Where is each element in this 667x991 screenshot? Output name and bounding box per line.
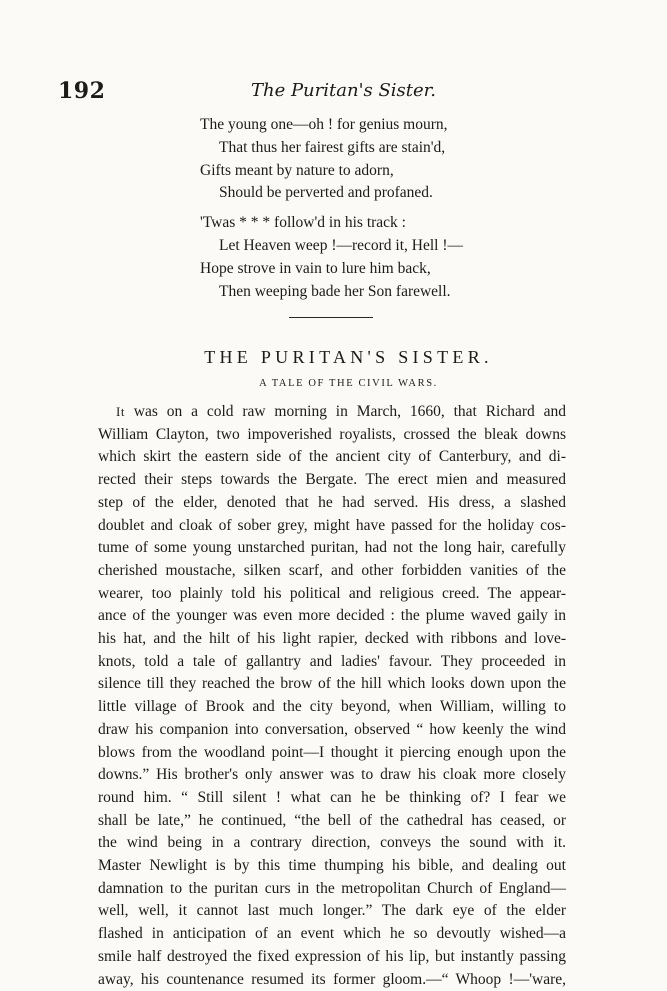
prose-line: blows from the woodland point—I thought it piercing enough upon the bbox=[98, 743, 566, 761]
verse-line: Then weeping bade her Son farewell. bbox=[219, 282, 451, 300]
page-header bbox=[58, 78, 609, 106]
prose-line: silence till they reached the brow of the hill which looks down upon the bbox=[98, 675, 566, 693]
prose-line: the wind being in a contrary direction, conveys the sound with it. bbox=[98, 834, 566, 852]
prose-line: away, his countenance resumed its former gloom.—“ Whoop !—'ware, bbox=[98, 970, 566, 988]
prose-line: doublet and cloak of sober grey, might have passed for the holiday cos- bbox=[98, 516, 566, 534]
section-divider bbox=[289, 317, 373, 318]
prose-line: tume of some young unstarched puritan, had not the long hair, carefully bbox=[98, 539, 566, 557]
body-text bbox=[98, 401, 566, 991]
prose-line: flashed in anticipation of an event which he so devoutly wished—a bbox=[98, 925, 566, 943]
poem bbox=[200, 114, 530, 303]
poem-stanza bbox=[200, 212, 530, 303]
verse-line: The young one—oh ! for genius mourn, bbox=[200, 116, 448, 133]
prose-line: draw his companion into conversation, observed “ how keenly the wind bbox=[98, 720, 566, 738]
prose-line: downs.” His brother's only answer was to draw his cloak more closely bbox=[98, 766, 566, 784]
first-line-text: was on a cold raw morning in March, 1660, that Richard and bbox=[124, 403, 566, 420]
running-title: The Puritan's Sister. bbox=[250, 80, 437, 101]
prose-line: William Clayton, two impoverished royalists, crossed the bleak downs bbox=[98, 425, 566, 443]
prose-line: round him. “ Still silent ! what can he be thinking of? I fear we bbox=[98, 788, 566, 806]
drop-word: It bbox=[116, 404, 125, 419]
prose-line: cherished moustache, silken scarf, and other forbidden vanities of the bbox=[98, 561, 566, 579]
prose-line: rected their steps towards the Bergate. The erect mien and measured bbox=[98, 471, 566, 489]
chapter-title: THE PURITAN'S SISTER. bbox=[204, 347, 493, 367]
prose-line: shall be late,” he continued, “the bell of the cathedral has ceased, or bbox=[98, 811, 566, 829]
prose-line: little village of Brook and the city beyond, when William, willing to bbox=[98, 698, 566, 716]
prose-line: his hat, and the hilt of his light rapier, decked with ribbons and love- bbox=[98, 630, 566, 648]
verse-line: 'Twas * * * follow'd in his track : bbox=[200, 214, 406, 232]
prose-line: knots, told a tale of gallantry and ladies' favour. They proceeded in bbox=[98, 652, 566, 670]
prose-line: ance of the younger was even more decided : the plume waved gaily in bbox=[98, 607, 566, 625]
page-number: 192 bbox=[58, 78, 106, 104]
verse-line: Let Heaven weep !—record it, Hell !— bbox=[219, 236, 464, 254]
prose-line: smile half destroyed the fixed expression of his lip, but instantly passing bbox=[98, 947, 566, 965]
prose-line bbox=[98, 401, 566, 424]
verse-line: Gifts meant by nature to adorn, bbox=[200, 161, 394, 179]
prose-line: which skirt the eastern side of the ancient city of Canterbury, and di- bbox=[98, 448, 566, 466]
verse-line: Hope strove in vain to lure him back, bbox=[200, 259, 431, 277]
prose-line: damnation to the puritan curs in the metropolitan Church of England— bbox=[98, 879, 566, 897]
chapter-subtitle: A TALE OF THE CIVIL WARS. bbox=[259, 378, 438, 389]
prose-line: wearer, too plainly told his political and religious creed. The appear- bbox=[98, 584, 566, 602]
verse-line: Should be perverted and profaned. bbox=[219, 184, 433, 202]
prose-line: Master Newlight is by this time thumping his bible, and dealing out bbox=[98, 857, 566, 875]
prose-line: step of the elder, denoted that he had served. His dress, a slashed bbox=[98, 493, 566, 511]
verse-line: That thus her fairest gifts are stain'd, bbox=[219, 138, 446, 156]
poem-stanza bbox=[200, 114, 530, 205]
prose-line: well, well, it cannot last much longer.” The dark eye of the elder bbox=[98, 902, 566, 920]
